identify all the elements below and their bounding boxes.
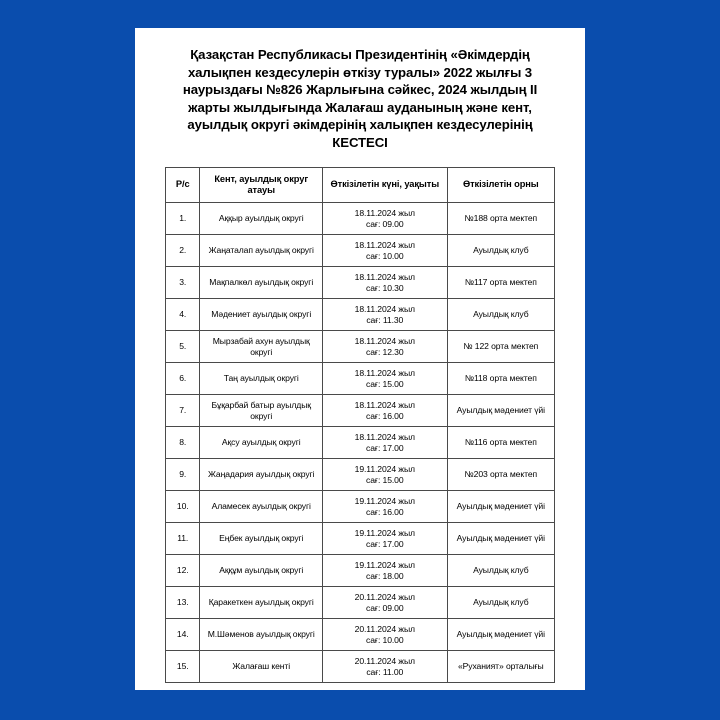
cell-venue: Ауылдық мәдениет үйі (447, 523, 554, 555)
cell-district: Жаңаталап ауылдық округі (200, 235, 323, 267)
table-row (166, 555, 555, 587)
cell-time: сағ: 18.00 (366, 570, 404, 581)
cell-number: 7. (166, 395, 200, 427)
cell-date: 20.11.2024 жыл (354, 591, 415, 602)
cell-date: 18.11.2024 жыл (354, 335, 415, 346)
cell-district: Мақпалкөл ауылдық округі (200, 267, 323, 299)
cell-datetime (323, 651, 448, 683)
table-row (166, 331, 555, 363)
schedule-table-wrapper (157, 167, 563, 683)
cell-datetime (323, 331, 448, 363)
cell-number: 1. (166, 203, 200, 235)
table-header (166, 168, 555, 203)
title-line-3: туралы» 2022 жылғы 3 наурыздағы №826 (182, 64, 533, 98)
cell-date: 18.11.2024 жыл (354, 207, 415, 218)
cell-district: Мырзабай ахун ауылдық округі (200, 331, 323, 363)
cell-venue: № 122 орта мектеп (447, 331, 554, 363)
cell-number: 3. (166, 267, 200, 299)
cell-datetime (323, 395, 448, 427)
header-number: Р/с (166, 168, 200, 203)
title-kestesi: КЕСТЕСІ (332, 134, 388, 150)
cell-number: 6. (166, 363, 200, 395)
header-venue: Өткізілетін орны (447, 168, 554, 203)
cell-district: Жалағаш кенті (200, 651, 323, 683)
table-body (166, 203, 555, 683)
cell-datetime (323, 235, 448, 267)
cell-venue: №203 орта мектеп (447, 459, 554, 491)
cell-datetime (323, 523, 448, 555)
cell-time: сағ: 10.00 (366, 250, 404, 261)
cell-datetime (323, 363, 448, 395)
cell-time: сағ: 15.00 (366, 474, 404, 485)
cell-time: сағ: 15.00 (366, 378, 404, 389)
title-line-7: кездесулерінің (436, 117, 533, 133)
cell-district: Еңбек ауылдық округі (200, 523, 323, 555)
cell-number: 12. (166, 555, 200, 587)
cell-datetime (323, 555, 448, 587)
cell-number: 15. (166, 651, 200, 683)
cell-datetime (323, 491, 448, 523)
title-line-2: «Әкімдердің халықпен кездесулерін өткізу (187, 47, 530, 80)
cell-venue: Ауылдық клуб (447, 299, 554, 331)
title-line-4: Жарлығына сәйкес, 2024 жылдың II жарты (188, 82, 538, 115)
cell-venue: №118 орта мектеп (447, 363, 554, 395)
cell-date: 20.11.2024 жыл (354, 623, 415, 634)
cell-venue: Ауылдық мәдениет үйі (447, 491, 554, 523)
cell-number: 9. (166, 459, 200, 491)
table-row (166, 587, 555, 619)
cell-district: Бұқарбай батыр ауылдық округі (200, 395, 323, 427)
cell-number: 13. (166, 587, 200, 619)
cell-time: сағ: 16.00 (366, 506, 404, 517)
header-datetime: Өткізілетін күні, уақыты (323, 168, 448, 203)
cell-venue: «Руханият» орталығы (447, 651, 554, 683)
cell-district: Қаракеткен ауылдық округі (200, 587, 323, 619)
cell-district: Аққыр ауылдық округі (200, 203, 323, 235)
title-line-5: жылдығында Жалағаш ауданының және кент, (233, 99, 532, 115)
cell-date: 18.11.2024 жыл (354, 431, 415, 442)
schedule-table (165, 167, 555, 683)
cell-time: сағ: 09.00 (366, 602, 404, 613)
table-row (166, 235, 555, 267)
table-row (166, 203, 555, 235)
cell-time: сағ: 17.00 (366, 538, 404, 549)
table-row (166, 523, 555, 555)
table-row (166, 459, 555, 491)
header-district: Кент, ауылдық округ атауы (200, 168, 323, 203)
table-row (166, 395, 555, 427)
cell-district: Аққұм ауылдық округі (200, 555, 323, 587)
cell-district: Мәдениет ауылдық округі (200, 299, 323, 331)
table-row (166, 299, 555, 331)
cell-datetime (323, 427, 448, 459)
cell-time: сағ: 09.00 (366, 218, 404, 229)
cell-date: 19.11.2024 жыл (354, 527, 415, 538)
cell-number: 11. (166, 523, 200, 555)
cell-date: 18.11.2024 жыл (354, 303, 415, 314)
cell-venue: Ауылдық мәдениет үйі (447, 619, 554, 651)
cell-time: сағ: 11.00 (366, 666, 404, 677)
table-header-row (166, 168, 555, 203)
cell-date: 19.11.2024 жыл (354, 559, 415, 570)
table-row (166, 491, 555, 523)
table-row (166, 619, 555, 651)
cell-venue: Ауылдық клуб (447, 235, 554, 267)
cell-time: сағ: 10.00 (366, 634, 404, 645)
cell-number: 2. (166, 235, 200, 267)
cell-number: 8. (166, 427, 200, 459)
cell-district: Аламесек ауылдық округі (200, 491, 323, 523)
cell-time: сағ: 12.30 (366, 346, 404, 357)
cell-venue: Ауылдық клуб (447, 587, 554, 619)
cell-venue: Ауылдық мәдениет үйі (447, 395, 554, 427)
table-row (166, 267, 555, 299)
title-line-6: ауылдық округі әкімдерінің халықпен (187, 117, 434, 133)
cell-venue: №188 орта мектеп (447, 203, 554, 235)
cell-date: 20.11.2024 жыл (354, 655, 415, 666)
document-title (157, 46, 563, 151)
document-page (135, 28, 585, 690)
cell-datetime (323, 299, 448, 331)
table-row (166, 427, 555, 459)
table-row (166, 363, 555, 395)
cell-date: 18.11.2024 жыл (354, 239, 415, 250)
cell-venue: Ауылдық клуб (447, 555, 554, 587)
cell-datetime (323, 587, 448, 619)
cell-venue: №116 орта мектеп (447, 427, 554, 459)
cell-time: сағ: 10.30 (366, 282, 404, 293)
title-line-1: Қазақстан Республикасы Президентінің (190, 47, 447, 62)
cell-number: 14. (166, 619, 200, 651)
cell-number: 5. (166, 331, 200, 363)
cell-datetime (323, 459, 448, 491)
cell-datetime (323, 267, 448, 299)
cell-time: сағ: 16.00 (366, 410, 404, 421)
cell-time: сағ: 11.30 (366, 314, 404, 325)
cell-district: Ақсу ауылдық округі (200, 427, 323, 459)
cell-district: Таң ауылдық округі (200, 363, 323, 395)
cell-time: сағ: 17.00 (366, 442, 404, 453)
cell-number: 10. (166, 491, 200, 523)
cell-date: 19.11.2024 жыл (354, 463, 415, 474)
cell-district: М.Шәменов ауылдық округі (200, 619, 323, 651)
table-row (166, 651, 555, 683)
cell-date: 18.11.2024 жыл (354, 399, 415, 410)
cell-datetime (323, 203, 448, 235)
cell-datetime (323, 619, 448, 651)
cell-venue: №117 орта мектеп (447, 267, 554, 299)
cell-district: Жаңадария ауылдық округі (200, 459, 323, 491)
cell-date: 19.11.2024 жыл (354, 495, 415, 506)
cell-date: 18.11.2024 жыл (354, 271, 415, 282)
cell-number: 4. (166, 299, 200, 331)
cell-date: 18.11.2024 жыл (354, 367, 415, 378)
